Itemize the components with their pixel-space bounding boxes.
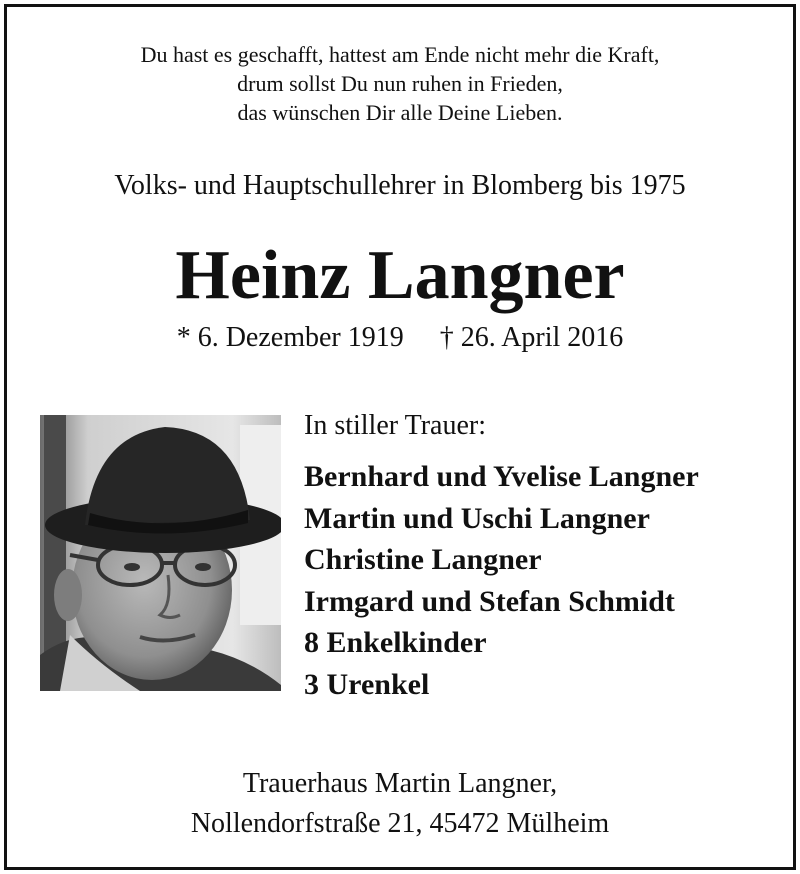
mourner-name: Bernhard und Yvelise Langner [304, 460, 699, 493]
life-dates [0, 320, 800, 356]
poem [0, 40, 800, 127]
poem-line: das wünschen Dir alle Deine Lieben. [237, 100, 563, 125]
mourning-label: In stiller Trauer: [304, 410, 486, 441]
poem-line: drum sollst Du nun ruhen in Frieden, [237, 71, 563, 96]
portrait-photo [40, 415, 281, 691]
deceased-name: Heinz Langner [175, 237, 625, 314]
profession: Volks- und Hauptschullehrer in Blomberg bis 1975 [114, 170, 686, 201]
mourners-list [304, 456, 699, 705]
mourning-house-address [0, 764, 800, 844]
poem-line: Du hast es geschafft, hattest am Ende nicht mehr die Kraft, [140, 42, 660, 67]
birth-date: * 6. Dezember 1919 [176, 322, 404, 353]
mourner-name: 8 Enkelkinder [304, 626, 487, 659]
address-line-1: Trauerhaus Martin Langner, [242, 768, 558, 799]
mourner-name: Irmgard und Stefan Schmidt [304, 584, 675, 618]
death-date: † 26. April 2016 [439, 322, 624, 353]
mourner-name: Christine Langner [304, 543, 542, 576]
mourner-name: Martin und Uschi Langner [304, 501, 650, 535]
address-line-2: Nollendorfstraße 21, 45472 Mülheim [190, 808, 610, 839]
mourner-name: 3 Urenkel [304, 667, 430, 701]
